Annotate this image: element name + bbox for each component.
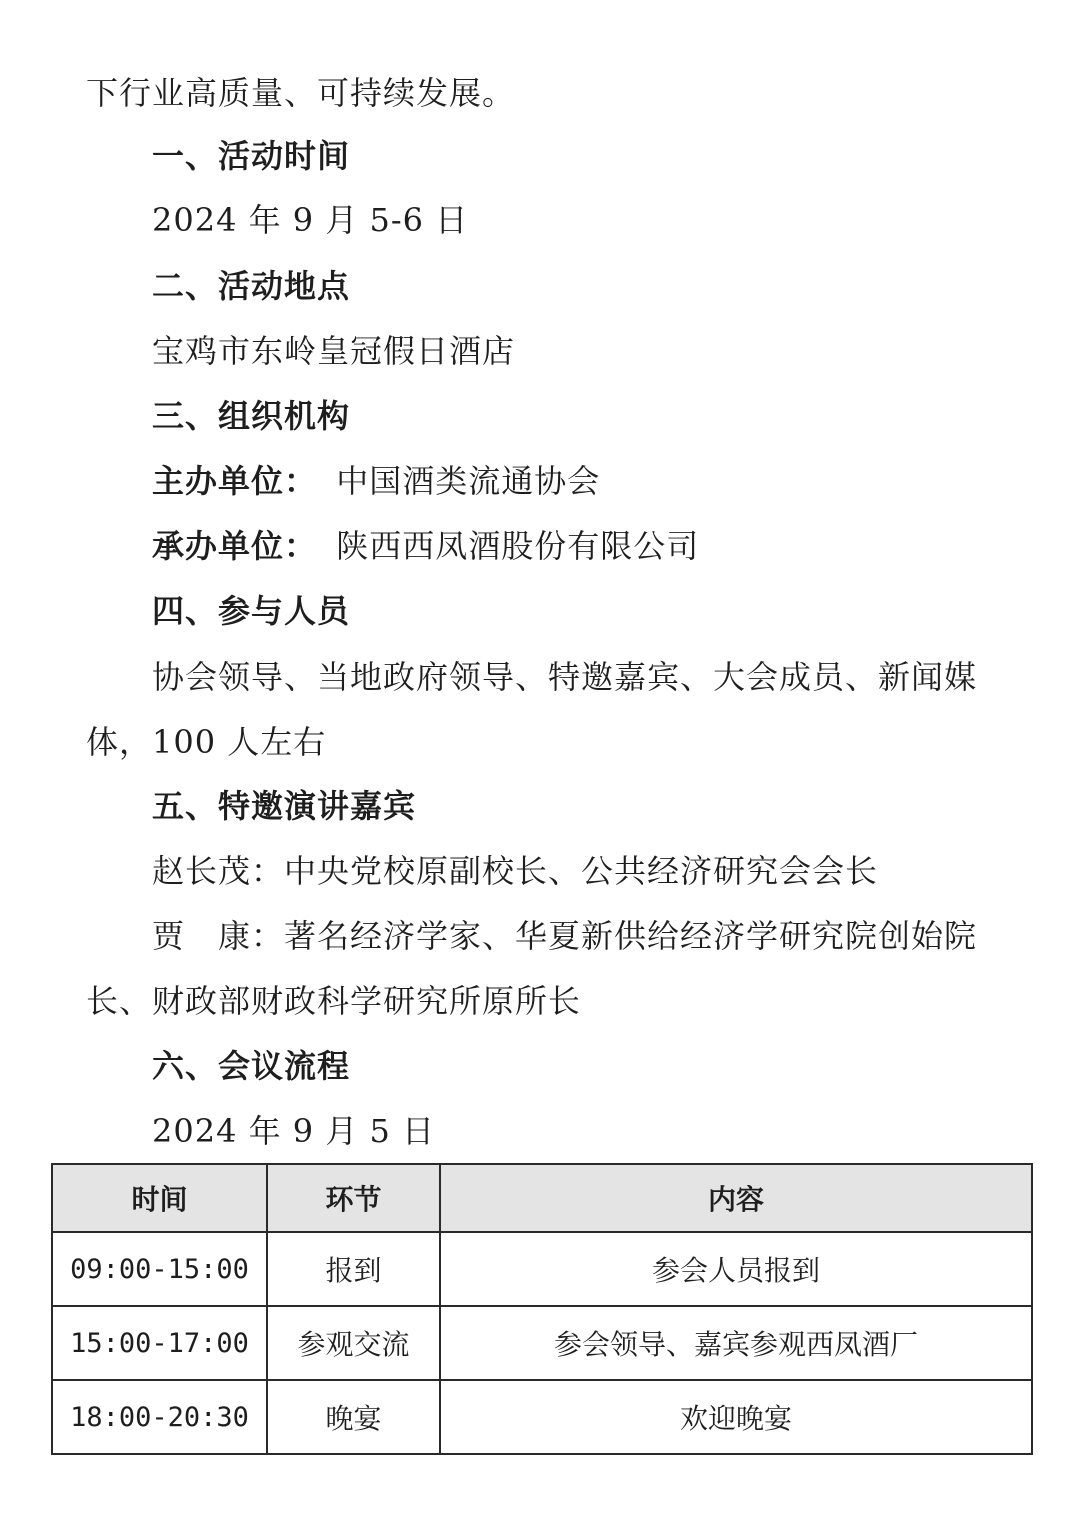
table-row bbox=[52, 1232, 1032, 1306]
schedule-header-row bbox=[52, 1164, 1032, 1232]
section-participants-heading: 四、参与人员 bbox=[152, 592, 351, 630]
section-organization-heading: 三、组织机构 bbox=[152, 397, 351, 435]
cell-content: 参会人员报到 bbox=[440, 1232, 1032, 1306]
organizer-line bbox=[152, 526, 699, 566]
speaker-2-line-1: 贾 康：著名经济学家、华夏新供给经济学研究院创始院 bbox=[152, 917, 978, 955]
header-segment: 环节 bbox=[267, 1164, 440, 1232]
section-time-text: 2024 年 9 月 5-6 日 bbox=[152, 201, 469, 239]
cell-segment: 晚宴 bbox=[267, 1380, 440, 1454]
host-value: 中国酒类流通协会 bbox=[336, 462, 601, 500]
schedule-table bbox=[51, 1163, 1033, 1455]
cell-segment: 报到 bbox=[267, 1232, 440, 1306]
section-venue-text: 宝鸡市东岭皇冠假日酒店 bbox=[152, 332, 516, 370]
organizer-label: 承办单位： bbox=[152, 527, 318, 565]
cell-content: 欢迎晚宴 bbox=[440, 1380, 1032, 1454]
cell-time: 09:00-15:00 bbox=[52, 1232, 267, 1306]
intro-tail-text: 下行业高质量、可持续发展。 bbox=[86, 74, 516, 112]
cell-time: 15:00-17:00 bbox=[52, 1306, 267, 1380]
speaker-1: 赵长茂：中央党校原副校长、公共经济研究会会长 bbox=[152, 852, 879, 890]
section-time-heading: 一、活动时间 bbox=[152, 137, 351, 175]
header-time: 时间 bbox=[52, 1164, 267, 1232]
host-line bbox=[152, 461, 600, 501]
cell-content: 参会领导、嘉宾参观西凤酒厂 bbox=[440, 1306, 1032, 1380]
organizer-value: 陕西西凤酒股份有限公司 bbox=[336, 527, 700, 565]
participants-line-2: 体，100 人左右 bbox=[86, 723, 327, 761]
table-row bbox=[52, 1306, 1032, 1380]
speaker-2-line-2: 长、财政部财政科学研究所原所长 bbox=[86, 982, 582, 1020]
section-agenda-heading: 六、会议流程 bbox=[152, 1047, 351, 1085]
cell-segment: 参观交流 bbox=[267, 1306, 440, 1380]
host-label: 主办单位： bbox=[152, 462, 318, 500]
header-content: 内容 bbox=[440, 1164, 1032, 1232]
cell-time: 18:00-20:30 bbox=[52, 1380, 267, 1454]
table-row bbox=[52, 1380, 1032, 1454]
section-venue-heading: 二、活动地点 bbox=[152, 267, 351, 305]
section-speakers-heading: 五、特邀演讲嘉宾 bbox=[152, 787, 417, 825]
participants-line-1: 协会领导、当地政府领导、特邀嘉宾、大会成员、新闻媒 bbox=[152, 658, 978, 696]
agenda-date: 2024 年 9 月 5 日 bbox=[152, 1112, 436, 1150]
